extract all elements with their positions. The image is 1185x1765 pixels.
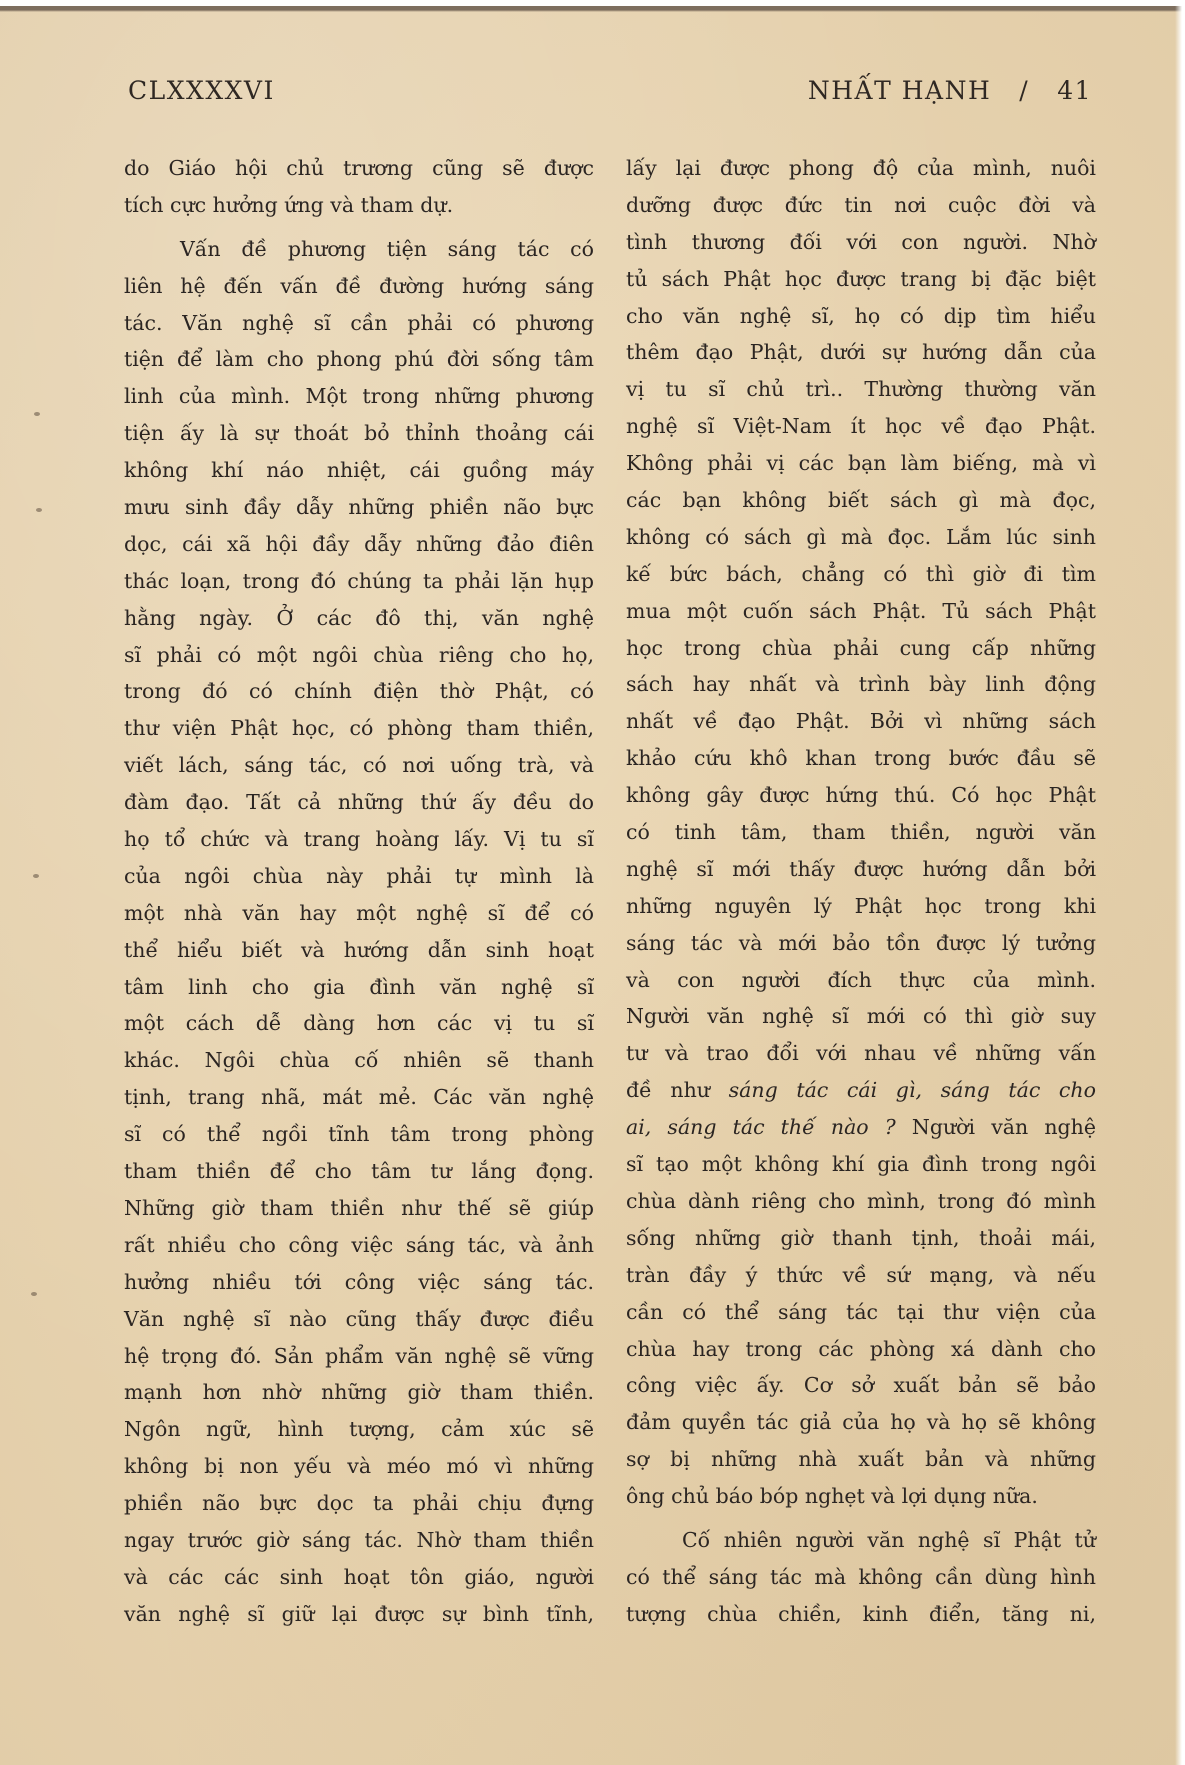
text-line: nghệ sĩ mới thấy được hướng dẫn bởi bbox=[626, 856, 1096, 881]
text-line: đàm đạo. Tất cả những thứ ấy đều do bbox=[124, 790, 594, 815]
text-line: thể hiểu biết và hướng dẫn sinh hoạt bbox=[124, 937, 594, 962]
text-line: công việc ấy. Cơ sở xuất bản sẽ bảo bbox=[626, 1373, 1096, 1398]
text-line: sách hay nhất và trình bày linh động bbox=[626, 672, 1096, 697]
text-line: hệ trọng đó. Sản phẩm văn nghệ sẽ vững bbox=[124, 1343, 594, 1368]
text-line: ông chủ báo bóp nghẹt và lợi dụng nữa. bbox=[626, 1484, 1038, 1509]
text-line: của ngôi chùa này phải tự mình là bbox=[124, 863, 594, 888]
text-line: tham thiền để cho tâm tư lắng đọng. bbox=[124, 1159, 594, 1184]
text-line: chùa dành riêng cho mình, trong đó mình bbox=[626, 1188, 1096, 1213]
text-line: không bị non yếu và méo mó vì những bbox=[124, 1454, 594, 1479]
text-line: tác. Văn nghệ sĩ cần phải có phương bbox=[124, 310, 594, 335]
text-line: chùa hay trong các phòng xá dành cho bbox=[626, 1336, 1096, 1361]
text-line: văn nghệ sĩ giữ lại được sự bình tĩnh, bbox=[124, 1601, 594, 1626]
text-line: và các các sinh hoạt tôn giáo, người bbox=[124, 1564, 594, 1589]
text-line: khảo cứu khô khan trong bước đầu sẽ bbox=[626, 746, 1096, 771]
text-line: tiện để làm cho phong phú đời sống tâm bbox=[124, 347, 594, 372]
text-line: sáng tác và mới bảo tồn được lý tưởng bbox=[626, 930, 1096, 955]
text-line: sĩ tạo một không khí gia đình trong ngôi bbox=[626, 1152, 1096, 1177]
page-number: 41 bbox=[1057, 76, 1092, 105]
text-line: đảm quyền tác giả của họ và họ sẽ không bbox=[626, 1410, 1096, 1435]
text-line: họ tổ chức và trang hoàng lấy. Vị tu sĩ bbox=[124, 827, 594, 852]
text-line: không có sách gì mà đọc. Lắm lúc sinh bbox=[626, 524, 1096, 549]
text-line: các bạn không biết sách gì mà đọc, bbox=[626, 488, 1096, 513]
text-line: liên hệ đến vấn đề đường hướng sáng bbox=[124, 273, 594, 298]
text-line: sĩ có thể ngồi tĩnh tâm trong phòng bbox=[124, 1122, 594, 1147]
text-line: những nguyên lý Phật học trong khi bbox=[626, 893, 1096, 918]
text-line: cho văn nghệ sĩ, họ có dịp tìm hiểu bbox=[626, 303, 1096, 328]
text-line: thác loạn, trong đó chúng ta phải lặn hụp bbox=[124, 568, 594, 593]
paper-speck bbox=[31, 1292, 37, 1296]
paper-speck bbox=[34, 412, 40, 416]
author-name: NHẤT HẠNH bbox=[807, 76, 992, 105]
text-line: mạnh hơn nhờ những giờ tham thiền. bbox=[124, 1380, 594, 1405]
text-line: Vấn đề phương tiện sáng tác có bbox=[180, 236, 594, 261]
italic-phrase: sáng tác cái gì, sáng tác cho bbox=[728, 1078, 1096, 1103]
text-line: sống những giờ thanh tịnh, thoải mái, bbox=[626, 1225, 1096, 1250]
text-line: khác. Ngôi chùa cố nhiên sẽ thanh bbox=[124, 1048, 594, 1073]
running-head bbox=[128, 76, 1092, 116]
text-line: có thể sáng tác mà không cần dùng hình bbox=[626, 1564, 1096, 1589]
left-column bbox=[124, 150, 594, 1633]
text-line: trong đó có chính điện thờ Phật, có bbox=[124, 679, 594, 704]
text-line: nghệ sĩ Việt-Nam ít học về đạo Phật. bbox=[626, 414, 1096, 439]
text-line: một cách dễ dàng hơn các vị tu sĩ bbox=[124, 1011, 594, 1036]
text-line: dọc, cái xã hội đầy dẫy những đảo điên bbox=[124, 531, 594, 556]
text-segment: đề như bbox=[626, 1078, 710, 1103]
italic-phrase: ai, sáng tác thế nào ? bbox=[626, 1115, 896, 1140]
text-line: Ngôn ngữ, hình tượng, cảm xúc sẽ bbox=[124, 1417, 594, 1442]
text-line: thêm đạo Phật, dưới sự hướng dẫn của bbox=[626, 340, 1096, 365]
text-line: Những giờ tham thiền như thế sẽ giúp bbox=[124, 1195, 594, 1220]
text-line: sợ bị những nhà xuất bản và những bbox=[626, 1447, 1096, 1472]
paper-speck bbox=[33, 874, 39, 878]
text-line: lấy lại được phong độ của mình, nuôi bbox=[626, 156, 1096, 180]
text-line: có tinh tâm, tham thiền, người văn bbox=[626, 820, 1096, 845]
text-line: tư và trao đổi với nhau về những vấn bbox=[626, 1041, 1096, 1066]
text-line: Văn nghệ sĩ nào cũng thấy được điều bbox=[124, 1306, 594, 1331]
header-separator: / bbox=[1019, 76, 1030, 105]
page-top-edge bbox=[0, 0, 1185, 12]
text-line: Cố nhiên người văn nghệ sĩ Phật tử bbox=[682, 1527, 1096, 1552]
text-line: rất nhiều cho công việc sáng tác, và ảnh bbox=[124, 1232, 594, 1257]
paper-speck bbox=[36, 508, 42, 512]
running-head-right bbox=[808, 76, 1092, 105]
text-line: linh của mình. Một trong những phương bbox=[124, 384, 594, 409]
text-line: do Giáo hội chủ trương cũng sẽ được bbox=[124, 156, 594, 180]
right-column bbox=[626, 150, 1096, 1633]
text-line: hưởng nhiều tới công việc sáng tác. bbox=[124, 1269, 594, 1294]
text-line-mixed bbox=[626, 1072, 1096, 1109]
text-line: phiền não bực dọc ta phải chịu đựng bbox=[124, 1491, 594, 1516]
text-line-mixed bbox=[626, 1109, 1096, 1146]
text-line: không khí náo nhiệt, cái guồng máy bbox=[124, 458, 594, 483]
text-line: mua một cuốn sách Phật. Tủ sách Phật bbox=[626, 598, 1096, 623]
running-head-left: CLXXXXVI bbox=[128, 76, 275, 105]
text-line: nhất về đạo Phật. Bởi vì những sách bbox=[626, 709, 1096, 734]
text-line: tượng chùa chiền, kinh điển, tăng ni, bbox=[626, 1601, 1096, 1626]
text-line: tình thương đối với con người. Nhờ bbox=[626, 229, 1096, 254]
text-segment: Người văn nghệ bbox=[911, 1115, 1096, 1140]
text-line: vị tu sĩ chủ trì.. Thường thường văn bbox=[626, 377, 1096, 402]
text-line: sĩ phải có một ngôi chùa riêng cho họ, bbox=[124, 642, 594, 667]
text-line: kế bức bách, chẳng có thì giờ đi tìm bbox=[626, 561, 1096, 586]
text-line: tủ sách Phật học được trang bị đặc biệt bbox=[626, 266, 1096, 291]
text-line: tích cực hưởng ứng và tham dự. bbox=[124, 192, 454, 217]
text-line: Không phải vị các bạn làm biếng, mà vì bbox=[626, 451, 1096, 476]
text-line: dưỡng được đức tin nơi cuộc đời và bbox=[626, 192, 1096, 217]
text-line: mưu sinh đầy dẫy những phiền não bực bbox=[124, 495, 594, 520]
text-line: viết lách, sáng tác, có nơi uống trà, và bbox=[124, 753, 594, 778]
text-line: một nhà văn hay một nghệ sĩ để có bbox=[124, 900, 594, 925]
text-line: tràn đầy ý thức về sứ mạng, và nếu bbox=[626, 1262, 1096, 1287]
text-line: học trong chùa phải cung cấp những bbox=[626, 635, 1096, 660]
text-line: ngay trước giờ sáng tác. Nhờ tham thiền bbox=[124, 1527, 594, 1552]
text-line: tịnh, trang nhã, mát mẻ. Các văn nghệ bbox=[124, 1085, 594, 1110]
text-line: cần có thể sáng tác tại thư viện của bbox=[626, 1299, 1096, 1324]
text-line: hằng ngày. Ở các đô thị, văn nghệ bbox=[124, 605, 594, 630]
page-right-edge bbox=[1175, 0, 1185, 1765]
text-line: thư viện Phật học, có phòng tham thiền, bbox=[124, 716, 594, 741]
text-line: không gây được hứng thú. Có học Phật bbox=[626, 783, 1096, 808]
text-line: tiện ấy là sự thoát bỏ thỉnh thoảng cái bbox=[124, 421, 594, 446]
text-line: Người văn nghệ sĩ mới có thì giờ suy bbox=[626, 1004, 1096, 1029]
text-line: và con người đích thực của mình. bbox=[626, 967, 1096, 992]
text-line: tâm linh cho gia đình văn nghệ sĩ bbox=[124, 974, 594, 999]
